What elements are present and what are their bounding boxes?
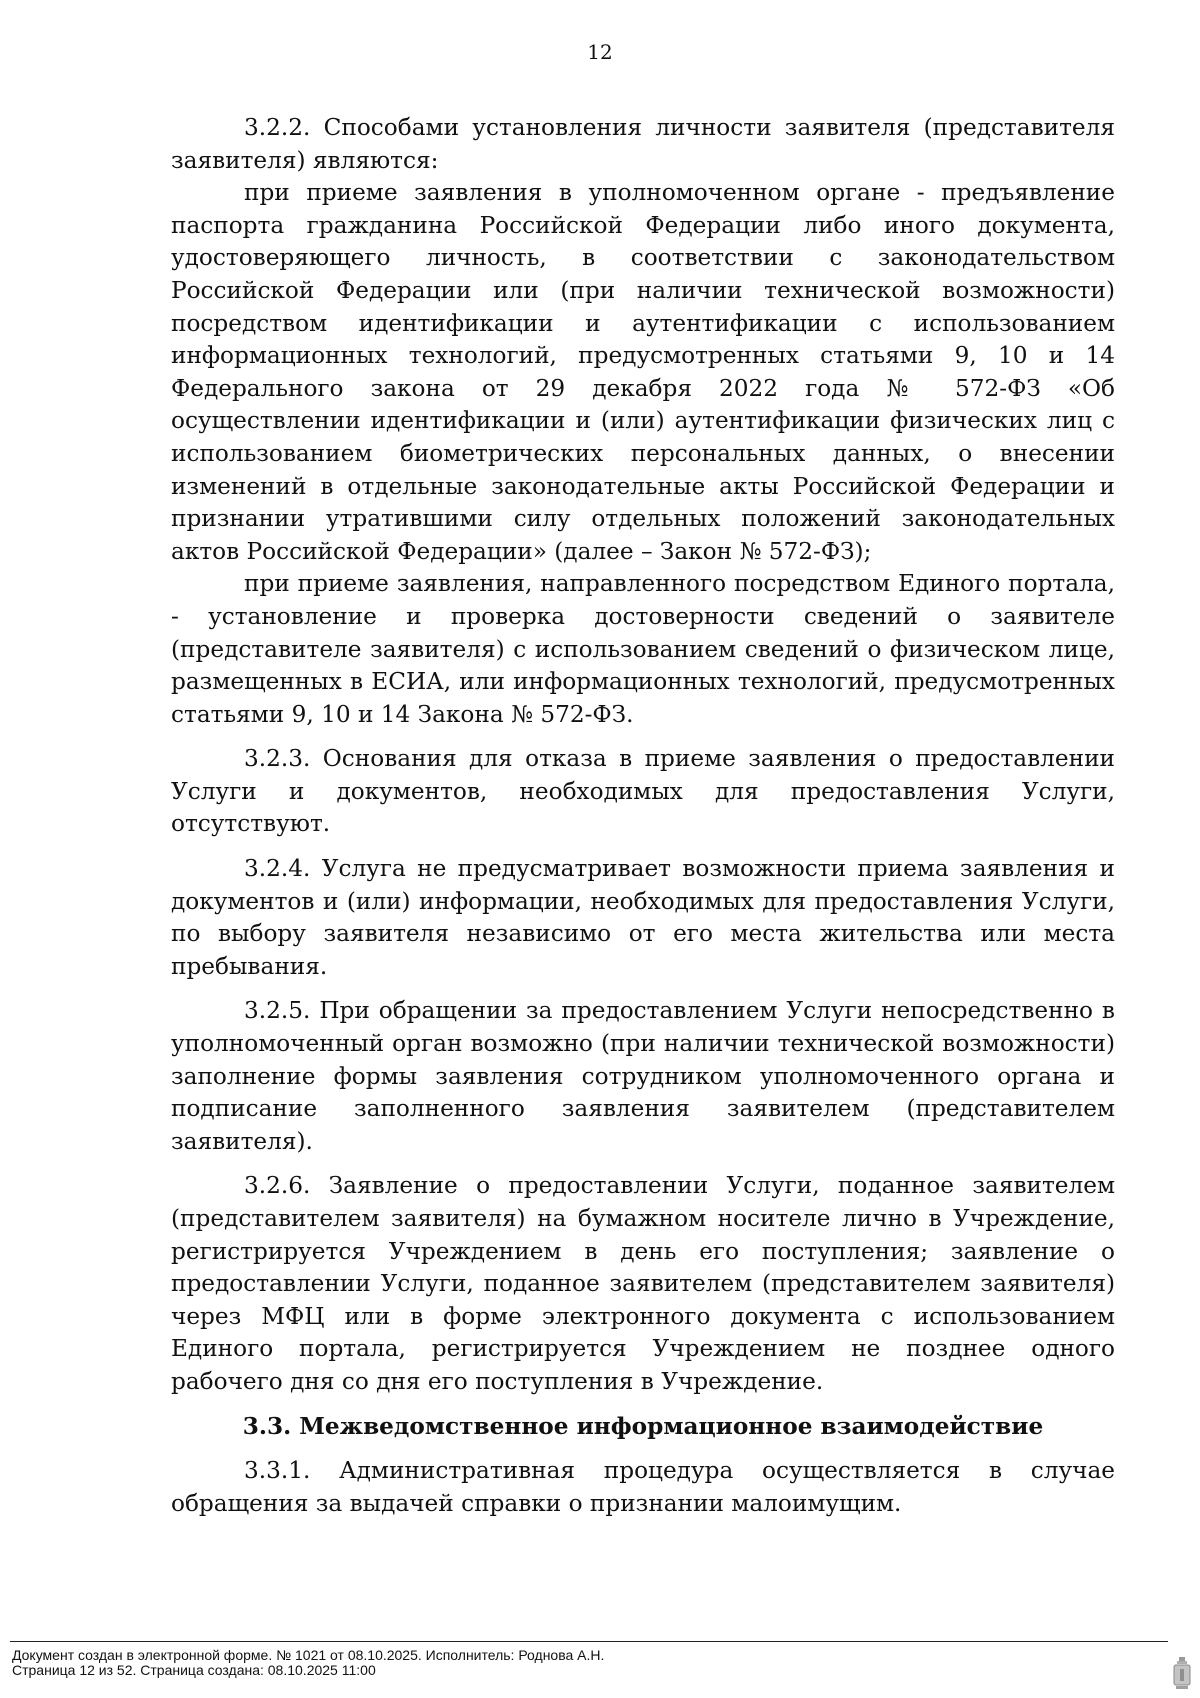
paragraph-3-2-6: 3.2.6. Заявление о предоставлении Услуги, поданное заявителем (представителем заявителя) на бумажном носителе лично в Учреждение, регистрируется Учреждением в день его поступления; заявление о предоставлении Услуги, поданное заявителем (представителем заявителя) через МФЦ или в форме электронного документа с использованием Единого портала, регистрируется Учреждением не позднее одного рабочего дня со дня его поступления в Учреждение. <box>171 1172 1115 1395</box>
paragraph-3-2-5: 3.2.5. При обращении за предоставлением Услуги непосредственно в уполномоченный орган возможно (при наличии технической возможности) заполнение формы заявления сотрудником уполномоченного органа и подписание заполненного заявления заявителем (представителем заявителя). <box>171 997 1115 1155</box>
paragraph-3-2-3: 3.2.3. Основания для отказа в приеме заявления о предоставлении Услуги и документов, необходимых для предоставления Услуги, отсутствуют. <box>171 745 1115 838</box>
section-heading-3-3: 3.3. Межведомственное информационное взаимодействие <box>242 1412 1044 1440</box>
paragraph-3-3-1: 3.3.1. Административная процедура осуществляется в случае обращения за выдачей справки о признании малоимущим. <box>171 1457 1115 1517</box>
document-body <box>171 112 1115 1520</box>
footer-divider <box>10 1641 1168 1642</box>
footer <box>12 1648 1112 1678</box>
paragraph-3-2-2-portal: при приеме заявления, направленного посредством Единого портала, - установление и проверка достоверности сведений о заявителе (представителе заявителя) с использованием сведений о физическом лице, размещенных в ЕСИА, или информационных технологий, предусмотренных статьями 9, 10 и 14 Закона № 572-ФЗ. <box>171 570 1115 728</box>
paragraph-3-2-2-in-person: при приеме заявления в уполномоченном органе - предъявление паспорта гражданина Российской Федерации либо иного документа, удостоверяющего личность, в соответствии с законодательством Российской Федерации или (при наличии технической возможности) посредством идентификации и аутентификации с использованием информационных технологий, предусмотренных статьями 9, 10 и 14 Федерального закона от 29 декабря 2022 года № 572-ФЗ «Об осуществлении идентификации и (или) аутентификации физических лиц с использованием биометрических персональных данных, о внесении изменений в отдельные законодательные акты Российской Федерации и признании утратившими силу отдельных положений законодательных актов Российской Федерации» (далее – Закон № 572-ФЗ); <box>171 179 1115 565</box>
footer-page-info: Страница 12 из 52. Страница создана: 08.10.2025 11:00 <box>12 1662 376 1678</box>
paragraph-3-2-2: 3.2.2. Способами установления личности заявителя (представителя заявителя) являются: <box>171 114 1115 174</box>
page-number: 12 <box>587 40 613 64</box>
paragraph-3-2-4: 3.2.4. Услуга не предусматривает возможности приема заявления и документов и (или) информации, необходимых для предоставления Услуги, по выбору заявителя независимо от его места жительства или места пребывания. <box>171 855 1115 980</box>
emblem-icon <box>1172 1655 1192 1691</box>
footer-document-info: Документ создан в электронной форме. № 1021 от 08.10.2025. Исполнитель: Роднова А.Н. <box>12 1647 605 1663</box>
